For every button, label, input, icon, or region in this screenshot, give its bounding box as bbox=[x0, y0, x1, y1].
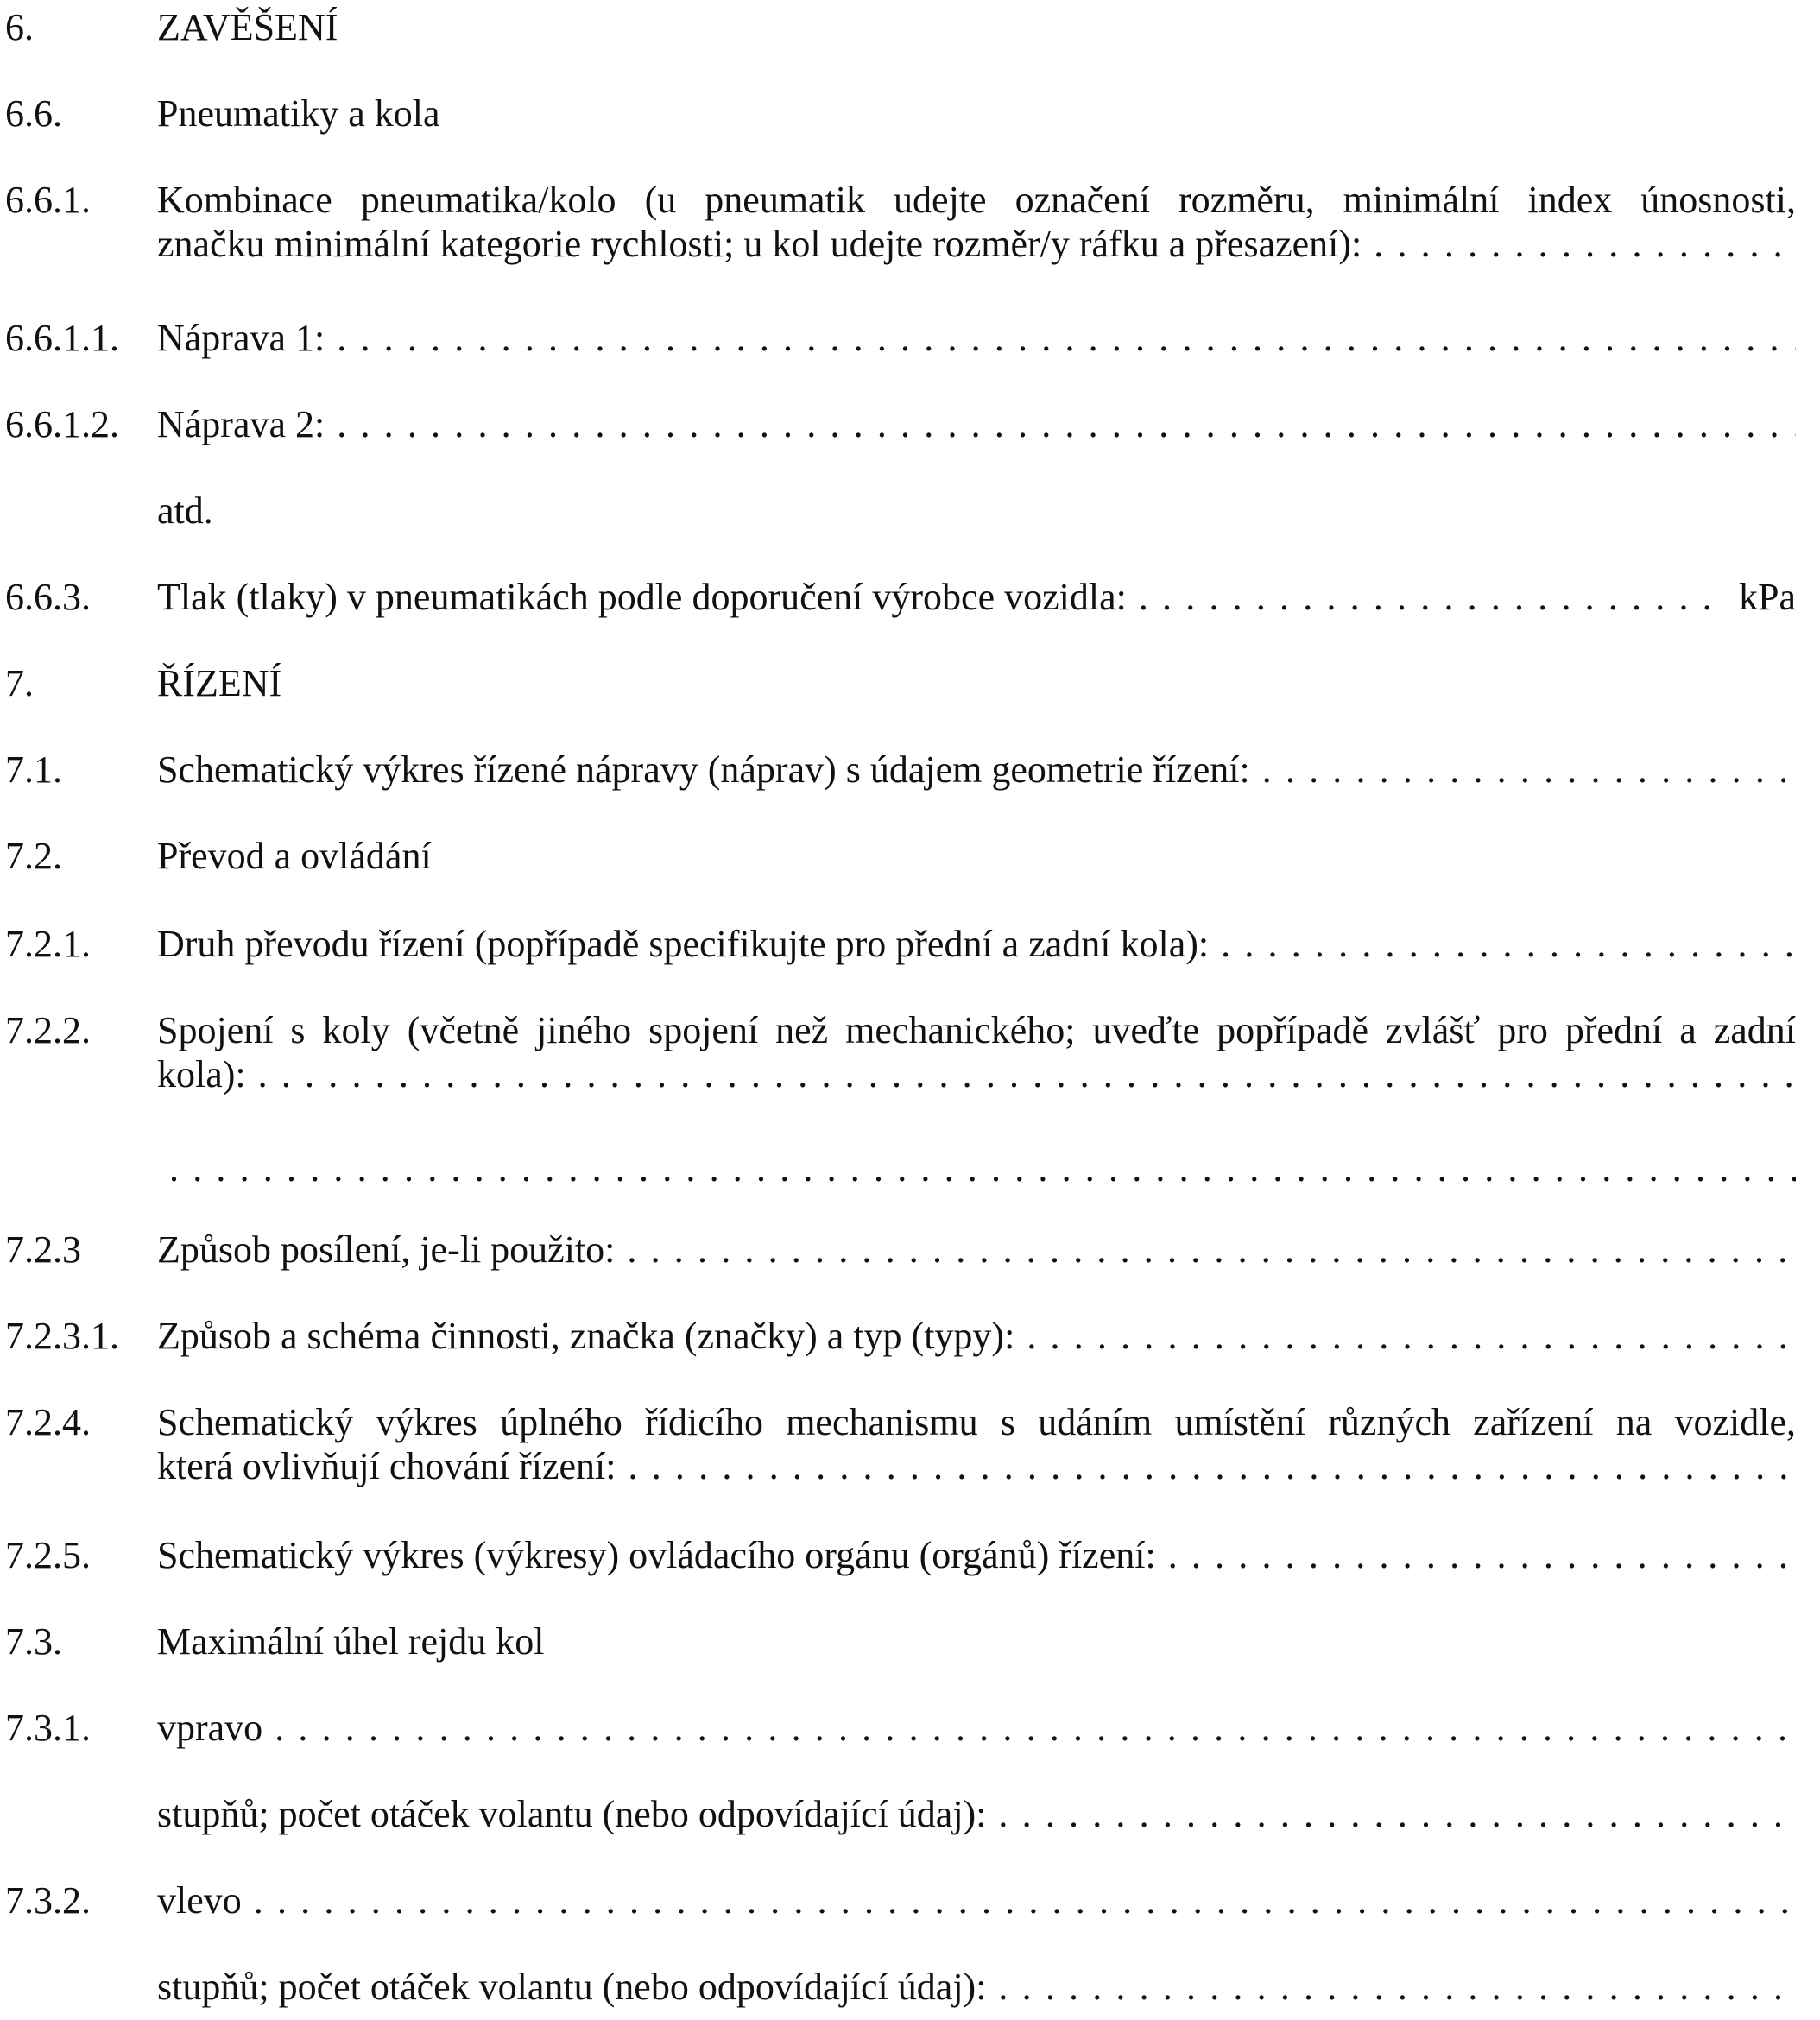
item-number: 6.6.1.1. bbox=[5, 317, 119, 359]
item-text: značku minimální kategorie rychlosti; u kol udejte rozměr/y ráfku a přesazení): bbox=[157, 223, 1362, 265]
item-number: 7.1. bbox=[5, 748, 62, 791]
dotted-fill-line bbox=[254, 1878, 1796, 1922]
item-text: vlevo bbox=[157, 1879, 242, 1922]
item-number: 6. bbox=[5, 6, 34, 48]
item-number: 7.2.3 bbox=[5, 1228, 81, 1271]
dotted-fill-line bbox=[627, 1228, 1796, 1272]
dotted-fill-line bbox=[998, 1965, 1796, 2009]
item-text: Kombinace pneumatika/kolo (u pneumatik udejte označení rozměru, minimální index únosnosti, bbox=[157, 179, 1796, 221]
heading-text: ŘÍZENÍ bbox=[157, 662, 282, 704]
item-text: Náprava 2: bbox=[157, 403, 325, 445]
item-text: Náprava 1: bbox=[157, 317, 325, 359]
unit-label: kPa bbox=[1739, 576, 1796, 618]
dotted-fill-line bbox=[1139, 575, 1727, 619]
dotted-fill-line bbox=[258, 1052, 1796, 1096]
item-number: 7.2.4. bbox=[5, 1401, 91, 1443]
item-text: Schematický výkres úplného řídicího mechanismu s udáním umístění různých zařízení na vozidle, bbox=[157, 1401, 1796, 1443]
item-text: Spojení s koly (včetně jiného spojení než mechanického; uveďte popřípadě zvlášť pro přední a zadní bbox=[157, 1009, 1796, 1051]
item-number: 6.6.1.2. bbox=[5, 403, 119, 445]
dotted-fill-line bbox=[998, 1792, 1796, 1836]
item-text: kola): bbox=[157, 1053, 246, 1095]
item-text: stupňů; počet otáček volantu (nebo odpovídající údaj): bbox=[157, 1793, 987, 1835]
item-text: stupňů; počet otáček volantu (nebo odpovídající údaj): bbox=[157, 1966, 987, 2008]
dotted-fill-line bbox=[337, 316, 1796, 360]
item-text: Schematický výkres (výkresy) ovládacího orgánu (orgánů) řízení: bbox=[157, 1534, 1156, 1576]
dotted-fill-line bbox=[1168, 1533, 1796, 1577]
item-number: 7.2. bbox=[5, 835, 62, 877]
heading-text: Maximální úhel rejdu kol bbox=[157, 1620, 545, 1663]
heading-text: Pneumatiky a kola bbox=[157, 92, 440, 135]
item-number: 7.2.1. bbox=[5, 923, 91, 965]
item-text: která ovlivňují chování řízení: bbox=[157, 1445, 616, 1487]
item-text: Tlak (tlaky) v pneumatikách podle doporučení výrobce vozidla: bbox=[157, 576, 1127, 618]
item-text: Schematický výkres řízené nápravy (náprav) s údajem geometrie řízení: bbox=[157, 748, 1250, 791]
item-number: 7. bbox=[5, 662, 34, 704]
item-text: atd. bbox=[157, 489, 213, 532]
item-number: 7.2.2. bbox=[5, 1009, 91, 1051]
item-text: Druh převodu řízení (popřípadě specifikujte pro přední a zadní kola): bbox=[157, 923, 1210, 965]
heading-text: Převod a ovládání bbox=[157, 835, 432, 877]
dotted-fill-line bbox=[629, 1444, 1796, 1488]
item-number: 7.2.5. bbox=[5, 1534, 91, 1576]
dotted-fill-line bbox=[275, 1706, 1796, 1750]
dotted-fill-line bbox=[1027, 1314, 1796, 1358]
item-text: Způsob a schéma činnosti, značka (značky) a typ (typy): bbox=[157, 1315, 1015, 1357]
item-number: 6.6. bbox=[5, 92, 62, 135]
dotted-fill-line bbox=[1262, 748, 1796, 792]
item-number: 7.3.2. bbox=[5, 1879, 91, 1922]
dotted-fill-line bbox=[169, 1146, 1796, 1190]
item-number: 7.3.1. bbox=[5, 1707, 91, 1749]
dotted-fill-line bbox=[1374, 222, 1796, 266]
item-text: vpravo bbox=[157, 1707, 263, 1749]
dotted-fill-line bbox=[1221, 922, 1796, 966]
item-number: 6.6.3. bbox=[5, 576, 91, 618]
heading-text: ZAVĚŠENÍ bbox=[157, 6, 338, 48]
item-number: 7.2.3.1. bbox=[5, 1315, 119, 1357]
item-text: Způsob posílení, je-li použito: bbox=[157, 1228, 616, 1271]
item-number: 7.3. bbox=[5, 1620, 62, 1663]
item-number: 6.6.1. bbox=[5, 179, 91, 221]
dotted-fill-line bbox=[337, 402, 1796, 446]
